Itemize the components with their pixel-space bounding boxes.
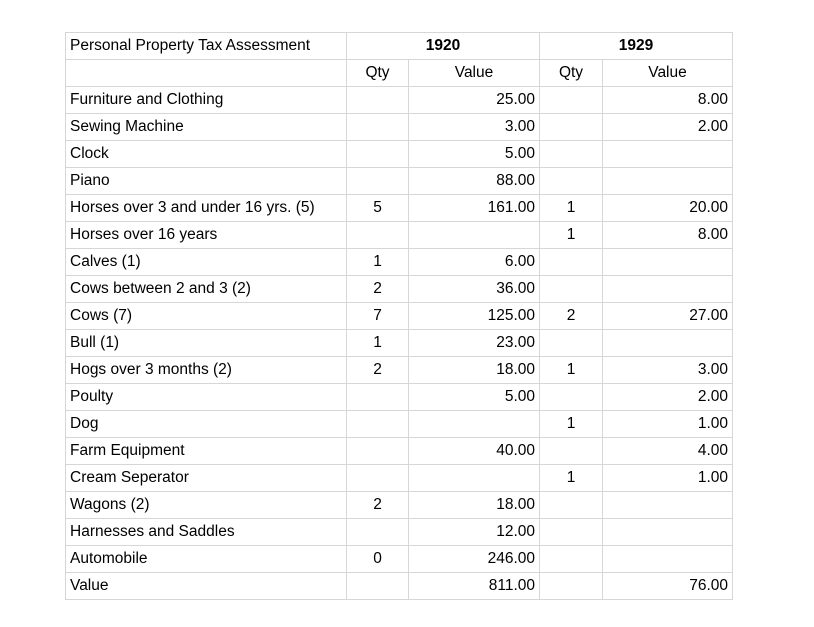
value-1920: 125.00 [409, 303, 540, 330]
item-label: Clock [66, 141, 347, 168]
item-label: Furniture and Clothing [66, 87, 347, 114]
value-1929: 2.00 [603, 384, 733, 411]
year-header-1920: 1920 [347, 33, 540, 60]
qty-1929 [540, 438, 603, 465]
qty-1920 [347, 114, 409, 141]
item-label: Cows between 2 and 3 (2) [66, 276, 347, 303]
qty-1929: 1 [540, 465, 603, 492]
value-1929: 8.00 [603, 87, 733, 114]
qty-1929 [540, 519, 603, 546]
total-value-1920: 811.00 [409, 573, 540, 600]
qty-1929 [540, 114, 603, 141]
table-row [66, 195, 733, 222]
tax-assessment-table [65, 32, 733, 600]
value-1929 [603, 276, 733, 303]
item-label: Horses over 16 years [66, 222, 347, 249]
value-1920: 23.00 [409, 330, 540, 357]
value-1929 [603, 141, 733, 168]
qty-1929 [540, 141, 603, 168]
table-title: Personal Property Tax Assessment [66, 33, 347, 60]
table-row [66, 141, 733, 168]
qty-1929 [540, 546, 603, 573]
qty-1920 [347, 465, 409, 492]
table-row [66, 465, 733, 492]
empty-header-cell [66, 60, 347, 87]
value-1929 [603, 168, 733, 195]
qty-header-1920: Qty [347, 60, 409, 87]
qty-1920: 2 [347, 492, 409, 519]
table-row [66, 222, 733, 249]
value-1920: 5.00 [409, 141, 540, 168]
table-row [66, 492, 733, 519]
qty-1920 [347, 168, 409, 195]
qty-1929: 2 [540, 303, 603, 330]
qty-1929 [540, 87, 603, 114]
qty-1920 [347, 411, 409, 438]
item-label: Bull (1) [66, 330, 347, 357]
value-1929 [603, 519, 733, 546]
value-1920: 18.00 [409, 357, 540, 384]
qty-1929 [540, 276, 603, 303]
qty-1929 [540, 168, 603, 195]
value-1920: 88.00 [409, 168, 540, 195]
total-value-1929: 76.00 [603, 573, 733, 600]
item-label: Calves (1) [66, 249, 347, 276]
value-1920: 36.00 [409, 276, 540, 303]
header-row-years [66, 33, 733, 60]
total-item-label: Value [66, 573, 347, 600]
table-body [66, 33, 733, 600]
value-1929: 8.00 [603, 222, 733, 249]
value-1929 [603, 492, 733, 519]
table-row [66, 384, 733, 411]
qty-1920 [347, 384, 409, 411]
qty-1920: 2 [347, 357, 409, 384]
value-header-1920: Value [409, 60, 540, 87]
value-1929: 20.00 [603, 195, 733, 222]
table-row [66, 411, 733, 438]
item-label: Wagons (2) [66, 492, 347, 519]
table-row [66, 114, 733, 141]
item-label: Cows (7) [66, 303, 347, 330]
item-label: Hogs over 3 months (2) [66, 357, 347, 384]
value-1920: 5.00 [409, 384, 540, 411]
item-label: Cream Seperator [66, 465, 347, 492]
value-1929: 27.00 [603, 303, 733, 330]
qty-1920 [347, 222, 409, 249]
total-qty-1920 [347, 573, 409, 600]
year-header-1929: 1929 [540, 33, 733, 60]
value-1929: 3.00 [603, 357, 733, 384]
item-label: Piano [66, 168, 347, 195]
qty-1929: 1 [540, 195, 603, 222]
value-1920: 6.00 [409, 249, 540, 276]
qty-1920 [347, 519, 409, 546]
qty-1920: 0 [347, 546, 409, 573]
qty-1929 [540, 330, 603, 357]
value-1929: 1.00 [603, 465, 733, 492]
qty-1920: 5 [347, 195, 409, 222]
value-1920: 12.00 [409, 519, 540, 546]
value-1929 [603, 546, 733, 573]
value-1920: 3.00 [409, 114, 540, 141]
qty-1920 [347, 141, 409, 168]
item-label: Farm Equipment [66, 438, 347, 465]
total-row [66, 573, 733, 600]
item-label: Horses over 3 and under 16 yrs. (5) [66, 195, 347, 222]
table-row [66, 168, 733, 195]
qty-1920: 1 [347, 249, 409, 276]
item-label: Poulty [66, 384, 347, 411]
qty-header-1929: Qty [540, 60, 603, 87]
table-row [66, 519, 733, 546]
value-1920: 25.00 [409, 87, 540, 114]
value-1920 [409, 222, 540, 249]
qty-1929 [540, 249, 603, 276]
qty-1920 [347, 438, 409, 465]
table-row [66, 303, 733, 330]
table-row [66, 276, 733, 303]
qty-1929: 1 [540, 357, 603, 384]
value-1920 [409, 465, 540, 492]
value-1929: 4.00 [603, 438, 733, 465]
table-row [66, 330, 733, 357]
table-row [66, 357, 733, 384]
table-row [66, 546, 733, 573]
total-qty-1929 [540, 573, 603, 600]
value-1920 [409, 411, 540, 438]
value-1920: 40.00 [409, 438, 540, 465]
qty-1929 [540, 492, 603, 519]
item-label: Harnesses and Saddles [66, 519, 347, 546]
qty-1920: 1 [347, 330, 409, 357]
value-1929: 2.00 [603, 114, 733, 141]
item-label: Sewing Machine [66, 114, 347, 141]
item-label: Dog [66, 411, 347, 438]
qty-1920 [347, 87, 409, 114]
table-row [66, 249, 733, 276]
qty-1929: 1 [540, 222, 603, 249]
value-1920: 18.00 [409, 492, 540, 519]
qty-1929: 1 [540, 411, 603, 438]
qty-1929 [540, 384, 603, 411]
value-header-1929: Value [603, 60, 733, 87]
value-1920: 246.00 [409, 546, 540, 573]
value-1920: 161.00 [409, 195, 540, 222]
value-1929 [603, 330, 733, 357]
header-row-columns [66, 60, 733, 87]
table-row [66, 438, 733, 465]
value-1929: 1.00 [603, 411, 733, 438]
table-row [66, 87, 733, 114]
value-1929 [603, 249, 733, 276]
qty-1920: 7 [347, 303, 409, 330]
qty-1920: 2 [347, 276, 409, 303]
item-label: Automobile [66, 546, 347, 573]
